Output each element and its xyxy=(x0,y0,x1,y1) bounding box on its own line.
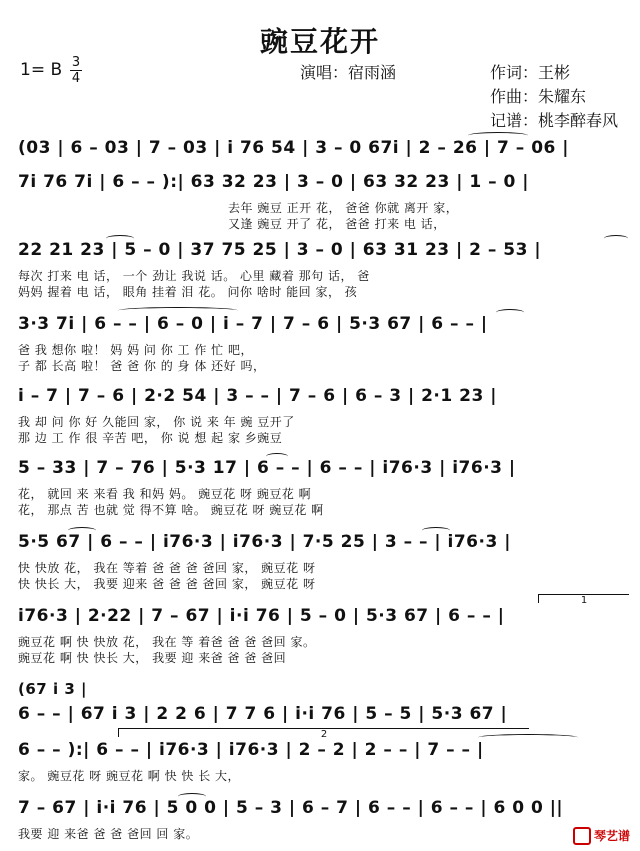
notation-line: i – 7 | 7 – 6 | 2·2 54 | 3 – – | 7 – 6 | 6 – 3 | 2·1 23 | xyxy=(18,386,497,406)
volta-1: 1 xyxy=(538,594,629,603)
lyric-line-2: 妈妈 握着 电 话， 眼角 挂着 泪 花。 问你 啥时 能回 家， 孩 xyxy=(18,285,358,299)
slur xyxy=(468,132,528,139)
slur xyxy=(106,235,134,242)
slur xyxy=(478,734,578,741)
lyric-line-2: 又逢 豌豆 开了 花， 爸爸 打来 电 话， xyxy=(228,217,446,231)
lyric-line-2: 豌豆花 啊 快 快长 大， 我要 迎 来爸 爸 爸 爸回 xyxy=(18,651,287,665)
lyric-line-1: 我要 迎 来爸 爸 爸 爸回 回 家。 xyxy=(18,827,199,841)
lyric-line-2: 那 边 工 作 很 辛苦 吧， 你 说 想 起 家 乡豌豆 xyxy=(18,431,283,445)
slur xyxy=(604,235,628,242)
notation-line: 3·3 7i | 6 – – | 6 – 0 | i – 7 | 7 – 6 | 5·3 67 | 6 – – | xyxy=(18,314,488,334)
slur xyxy=(118,307,238,314)
song-title: 豌豆花开 xyxy=(259,25,380,58)
score-row-11 xyxy=(18,798,628,848)
slur xyxy=(422,527,450,534)
lyric-line-1: 家。 豌豆花 呀 豌豆花 啊 快 快 长 大， xyxy=(18,769,241,783)
time-bottom: 4 xyxy=(71,71,81,86)
lyric-line-2: 快 快长 大， 我要 迎来 爸 爸 爸 爸回 家， 豌豆花 呀 xyxy=(18,577,316,591)
site-logo xyxy=(573,827,630,846)
notation-line: 6 – – ):| 6 – – | i76·3 | i76·3 | 2 – 2 | 2 – – | 7 – – | xyxy=(18,740,484,760)
score-row-4 xyxy=(18,314,628,374)
notation-line: 7i 76 7i | 6 – – ):| 63 32 23 | 3 – 0 | 63 32 23 | 1 – 0 | xyxy=(18,172,530,192)
singer-credit: 演唱：宿雨涵 xyxy=(300,63,397,82)
time-top: 3 xyxy=(71,55,81,70)
transcriber-credit: 记谱：桃李醉春风 xyxy=(490,111,619,130)
lyric-line-2: 花， 那点 苦 也就 觉 得不算 啥。 豌豆花 呀 豌豆花 啊 xyxy=(18,503,324,517)
score-row-2 xyxy=(18,172,628,232)
notation-line: 22 21 23 | 5 – 0 | 37 75 25 | 3 – 0 | 63 31 23 | 2 – 53 | xyxy=(18,240,542,260)
lyric-line-2: 子 都 长高 啦！ 爸 爸 你 的 身 体 还好 吗， xyxy=(18,359,266,373)
logo-mark-icon xyxy=(573,827,591,845)
notation-line: 7 – 67 | i·i 76 | 5 0 0 | 5 – 3 | 6 – 7 | 6 – – | 6 – – | 6 0 0 || xyxy=(18,798,564,818)
notation-line: 5·5 67 | 6 – – | i76·3 | i76·3 | 7·5 25 | 3 – – | i76·3 | xyxy=(18,532,511,552)
lyric-line-1: 我 却 问 你 好 久能回 家， 你 说 来 年 豌 豆开了 xyxy=(18,415,295,429)
notation-line: (03 | 6 – 03 | 7 – 03 | i 76 54 | 3 – 0 67i | 2 – 26 | 7 – 06 | xyxy=(18,138,569,158)
lyric-line-1: 豌豆花 啊 快 快放 花， 我在 等 着爸 爸 爸 爸回 家。 xyxy=(18,635,316,649)
notation-line: 6 – – | 67 i 3 | 2 2 6 | 7 7 6 | i·i 76 | 5 – 5 | 5·3 67 | xyxy=(18,704,508,724)
lyric-line-1: 快 快放 花， 我在 等着 爸 爸 爸 爸回 家， 豌豆花 呀 xyxy=(18,561,316,575)
lyric-line-1: 爸 我 想你 啦！ 妈 妈 问 你 工 作 忙 吧， xyxy=(18,343,253,357)
notation-line: i76·3 | 2·22 | 7 – 67 | i·i 76 | 5 – 0 | 5·3 67 | 6 – – | xyxy=(18,606,505,626)
score-row-10 xyxy=(18,740,628,790)
lyric-line-1: 花， 就回 来 来看 我 和妈 妈。 豌豆花 呀 豌豆花 啊 xyxy=(18,487,312,501)
slur xyxy=(68,527,96,534)
score-row-1 xyxy=(18,138,628,168)
score-row-7 xyxy=(18,532,628,592)
score-row-3 xyxy=(18,240,628,300)
composer-credit: 作曲：朱耀东 xyxy=(490,87,587,106)
volta-2: 2 xyxy=(118,728,529,737)
lyric-line-1: 每次 打来 电 话， 一个 劲让 我说 话。 心里 藏着 那句 话， 爸 xyxy=(18,269,370,283)
slur xyxy=(496,309,524,316)
time-signature xyxy=(70,56,82,85)
repeat-fragment xyxy=(18,680,628,700)
notation-line: 5 – 33 | 7 – 76 | 5·3 17 | 6 – – | 6 – – | i76·3 | i76·3 | xyxy=(18,458,516,478)
slur xyxy=(178,793,206,800)
lyric-line-1: 去年 豌豆 正开 花， 爸爸 你就 离开 家， xyxy=(228,201,459,215)
score-row-8 xyxy=(18,595,628,666)
lyricist-credit: 作词：王彬 xyxy=(490,63,571,82)
score-row-6 xyxy=(18,458,628,518)
fragment-notes: (67 i 3 | xyxy=(18,680,87,698)
key-signature: 1= B xyxy=(20,60,63,80)
slur xyxy=(266,453,288,460)
logo-text: 琴艺谱 xyxy=(593,828,630,843)
score-row-5 xyxy=(18,386,628,446)
score-row-9 xyxy=(18,704,628,740)
